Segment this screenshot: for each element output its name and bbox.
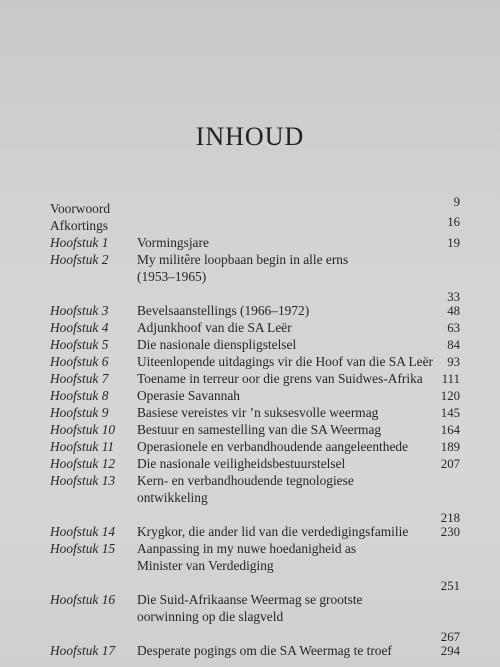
page-number: 63: [447, 321, 460, 335]
entry-title: Afkortings: [50, 218, 109, 233]
toc-entry-abbreviations: [50, 217, 460, 234]
chapter-title-line: (1953–1965): [137, 269, 207, 284]
chapter-label: Hoofstuk 15: [50, 541, 116, 556]
chapter-title-line: Die nasionale dienspligstelsel: [137, 337, 297, 352]
chapter-title: [137, 370, 460, 387]
toc-entry-chapter: [50, 540, 460, 591]
chapter-title-line: oorwinning op die slagveld: [137, 609, 284, 624]
chapter-title: [137, 319, 460, 336]
chapter-title: [137, 540, 460, 574]
chapter-title: [137, 302, 460, 319]
toc-entry-chapter: [50, 234, 460, 251]
chapter-label: Hoofstuk 6: [50, 354, 109, 369]
chapter-label: Hoofstuk 13: [50, 473, 116, 488]
chapter-title: [137, 404, 460, 421]
page-number: 84: [447, 338, 460, 352]
page-number: 9: [453, 195, 460, 209]
chapter-title-line: Adjunkhoof van die SA Leër: [137, 320, 292, 335]
chapter-label: Hoofstuk 8: [50, 388, 109, 403]
toc-entry-chapter: [50, 353, 460, 370]
chapter-label: Hoofstuk 10: [50, 422, 116, 437]
page-number: 251: [440, 579, 460, 593]
toc-entry-chapter: [50, 387, 460, 404]
chapter-title: [137, 387, 460, 404]
toc-entry-chapter: [50, 319, 460, 336]
page-number: 145: [440, 406, 460, 420]
page-number: 189: [440, 440, 460, 454]
chapter-label: Hoofstuk 9: [50, 405, 109, 420]
toc-entry-foreword: [50, 195, 460, 217]
chapter-title: [137, 234, 460, 251]
toc-entry-chapter: [50, 472, 460, 523]
entry-title: Voorwoord: [50, 201, 111, 216]
chapter-title: [137, 251, 460, 285]
toc-entry-chapter: [50, 438, 460, 455]
page-number: 218: [440, 511, 460, 525]
page-number: 111: [441, 372, 460, 386]
chapter-title-line: Krygkor, die ander lid van die verdedigingsfamilie: [137, 524, 409, 539]
chapter-title: [137, 591, 460, 625]
chapter-title-line: Die nasionale veiligheidsbestuurstelsel: [137, 456, 346, 471]
chapter-list: [50, 234, 460, 659]
chapter-label: Hoofstuk 4: [50, 320, 109, 335]
chapter-label: Hoofstuk 12: [50, 456, 116, 471]
chapter-title: [137, 438, 460, 455]
chapter-label: Hoofstuk 3: [50, 303, 109, 318]
chapter-title: [137, 421, 460, 438]
chapter-title: [137, 455, 460, 472]
chapter-label: Hoofstuk 1: [50, 235, 109, 250]
table-of-contents: [50, 195, 460, 659]
page-number: 93: [447, 355, 460, 369]
chapter-title-line: Uiteenlopende uitdagings vir die Hoof van die SA Leër: [137, 354, 434, 369]
toc-entry-chapter: [50, 336, 460, 353]
chapter-title-line: Vormingsjare: [137, 235, 209, 250]
chapter-title-line: Aanpassing in my nuwe hoedanigheid as: [137, 541, 357, 556]
toc-entry-chapter: [50, 251, 460, 302]
chapter-title: [137, 336, 460, 353]
page-number: 294: [440, 644, 460, 658]
page-number: 19: [447, 236, 460, 250]
chapter-title-line: Kern- en verbandhoudende tegnologiese: [137, 473, 354, 488]
chapter-title-line: My militêre loopbaan begin in alle erns: [137, 252, 349, 267]
chapter-title-line: Desperate pogings om die SA Weermag te troef: [137, 643, 392, 658]
chapter-title: [137, 353, 463, 370]
chapter-label: Hoofstuk 16: [50, 592, 116, 607]
chapter-label: Hoofstuk 11: [50, 439, 115, 454]
chapter-label: Hoofstuk 2: [50, 252, 109, 267]
chapter-label: Hoofstuk 14: [50, 524, 116, 539]
page-number: 207: [440, 457, 460, 471]
chapter-title-line: Operasionele en verbandhoudende aangeleenthede: [137, 439, 409, 454]
page-number: 33: [447, 290, 460, 304]
toc-entry-chapter: [50, 455, 460, 472]
toc-entry-chapter: [50, 302, 460, 319]
chapter-title-line: Bevelsaanstellings (1966–1972): [137, 303, 310, 318]
page-number: 16: [447, 215, 460, 229]
chapter-label: Hoofstuk 5: [50, 337, 109, 352]
chapter-title-line: Operasie Savannah: [137, 388, 240, 403]
chapter-label: Hoofstuk 7: [50, 371, 109, 386]
page-title: INHOUD: [195, 122, 305, 151]
toc-entry-chapter: [50, 642, 460, 659]
toc-entry-chapter: [50, 421, 460, 438]
page-number: 230: [440, 525, 460, 539]
chapter-title-line: Toename in terreur oor die grens van Suidwes-Afrika: [137, 371, 423, 386]
chapter-title-line: Bestuur en samestelling van die SA Weermag: [137, 422, 382, 437]
toc-entry-chapter: [50, 404, 460, 421]
toc-entry-chapter: [50, 591, 460, 642]
chapter-title: [137, 523, 460, 540]
chapter-title: [137, 642, 460, 659]
chapter-title-line: Minister van Verdediging: [137, 558, 274, 573]
chapter-title-line: Basiese vereistes vir ’n suksesvolle weermag: [137, 405, 379, 420]
chapter-label: Hoofstuk 17: [50, 643, 116, 658]
chapter-title: [137, 472, 460, 506]
page-number: 48: [447, 304, 460, 318]
page-number: 164: [440, 423, 460, 437]
toc-entry-chapter: [50, 370, 460, 387]
page-number: 267: [440, 630, 460, 644]
page-number: 120: [440, 389, 460, 403]
chapter-title-line: Die Suid-Afrikaanse Weermag se grootste: [137, 592, 363, 607]
chapter-title-line: ontwikkeling: [137, 490, 208, 505]
toc-entry-chapter: [50, 523, 460, 540]
